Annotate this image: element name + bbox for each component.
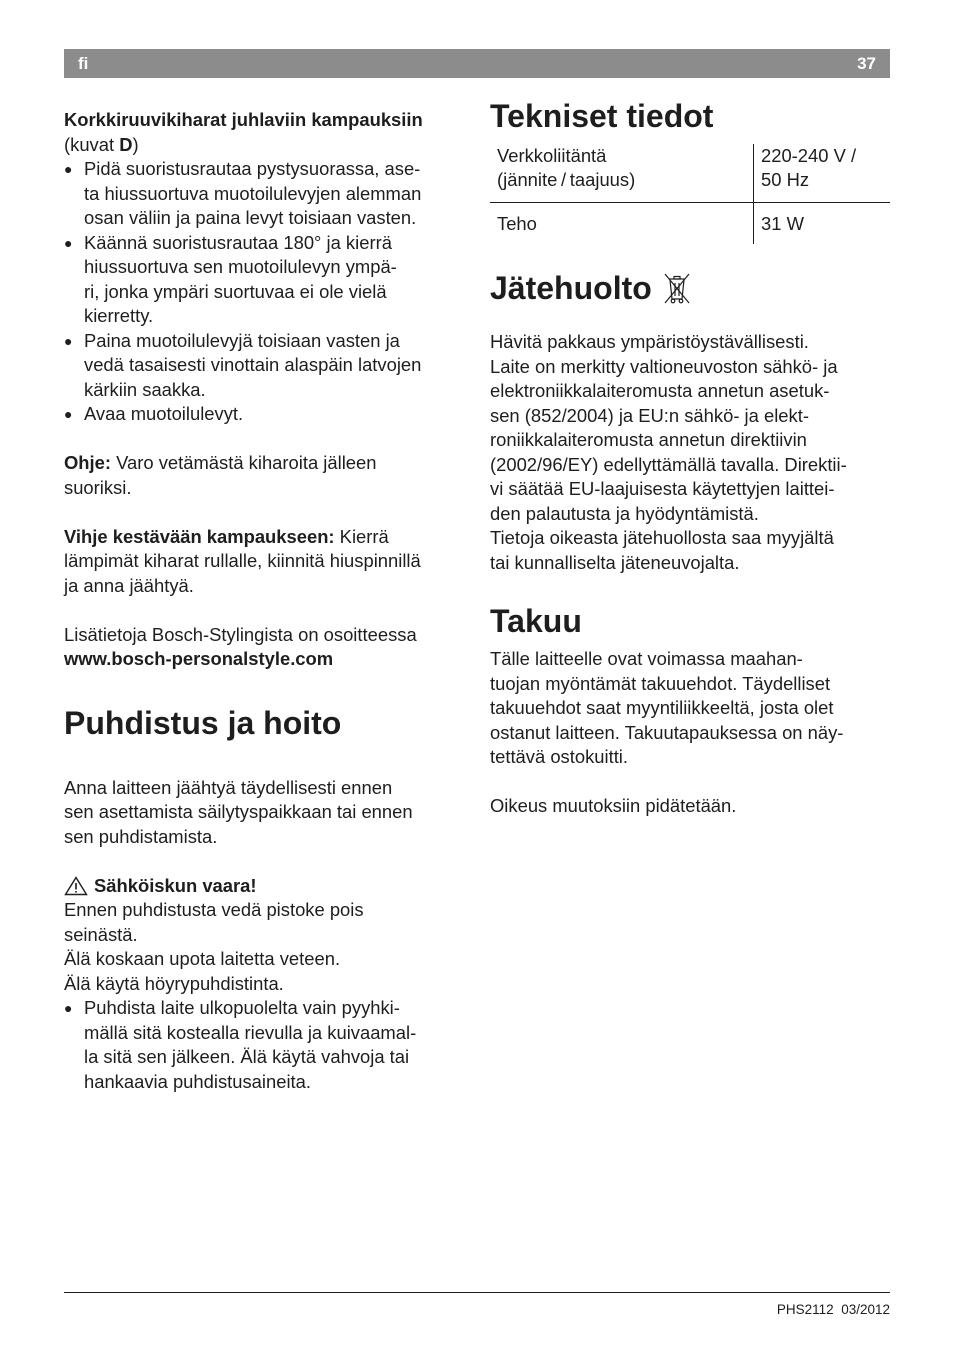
- tip-text: Kierrä lämpimät kiharat rullalle, kiinnitä hiuspinnillä ja anna jäähtyä.: [64, 525, 421, 596]
- note-label: Ohje:: [64, 452, 112, 473]
- warning-header: [64, 874, 469, 899]
- warranty-text: Tälle laitteelle ovat voimassa maahan- tuojan myöntämät takuuehdot. Täydelliset takuuehdot saat myyntiliikkeeltä, josta olet ostanut laitteen. Takuutapauksessa on näy- tettävä ostokuitti.: [490, 648, 844, 767]
- list-item: ● Pidä suoristusrautaa pystysuorassa, ase- ta hiussuortuva muotoilulevyjen alemman osan väliin ja paina levyt toisiaan vasten.: [64, 157, 469, 231]
- language-code: fi: [78, 54, 89, 73]
- curls-subtitle-figure: D: [119, 133, 133, 155]
- cleaning-steps-list: [64, 996, 469, 1094]
- page-header-bar: [64, 49, 890, 78]
- cleaning-heading: Puhdistus ja hoito: [64, 704, 342, 741]
- warning-line: Ennen puhdistusta vedä pistoke pois seinästä.: [64, 899, 364, 945]
- model-number: PHS2112: [776, 1302, 834, 1317]
- spec-value: 220-240 V / 50 Hz: [754, 144, 891, 203]
- warning-line: Älä koskaan upota laitetta veteen.: [64, 948, 341, 969]
- spec-label: Verkkoliitäntä (jännite / taajuus): [490, 144, 754, 203]
- warning-triangle-icon: [64, 876, 88, 896]
- list-item: ● Paina muotoilulevyjä toisiaan vasten ja vedä tasaisesti vinottain alaspäin latvojen kärkiin saakka.: [64, 329, 469, 403]
- curls-steps-list: [64, 157, 469, 427]
- list-item: ● Käännä suoristusrautaa 180° ja kierrä hiussuortuva sen muotoilulevyn ympä- ri, jonka ympäri suortuvaa ei ole vielä kierretty.: [64, 231, 469, 329]
- tip-label: Vihje kestävään kampaukseen:: [64, 525, 335, 547]
- disposal-heading-row: [490, 270, 890, 306]
- disposal-heading: Jätehuolto: [490, 270, 652, 306]
- footer-divider: [64, 1292, 890, 1293]
- list-item: ● Puhdista laite ulkopuolelta vain pyyhki- mällä sitä kostealla rievulla ja kuivaamal- la sitä sen jälkeen. Älä käytä vahvoja tai hankaavia puhdistusaineita.: [64, 996, 469, 1094]
- crossed-out-bin-icon: [660, 270, 694, 306]
- website-link[interactable]: www.bosch-personalstyle.com: [64, 648, 334, 669]
- spec-label: Teho: [490, 203, 754, 245]
- tip-paragraph: [64, 525, 469, 599]
- footer-info: [777, 1298, 890, 1323]
- change-note: Oikeus muutoksiin pidätetään.: [490, 795, 737, 816]
- print-date: 03/2012: [841, 1302, 890, 1317]
- left-column: [64, 108, 469, 1094]
- curls-subtitle-post: ): [132, 133, 139, 155]
- list-item: ● Avaa muotoilulevyt.: [64, 402, 469, 427]
- note-text: Varo vetämästä kiharoita jälleen suoriksi.: [64, 452, 377, 498]
- tech-heading: Tekniset tiedot: [490, 98, 714, 134]
- warning-title: Sähköiskun vaara!: [94, 874, 257, 896]
- info-text: Lisätietoja Bosch-Stylingista on osoitteessa: [64, 623, 417, 645]
- warranty-heading: Takuu: [490, 603, 582, 639]
- note-paragraph: [64, 451, 469, 500]
- curls-title: Korkkiruuvikiharat juhlaviin kampauksiin: [64, 109, 423, 130]
- tech-specs-table: [490, 144, 890, 244]
- cleaning-intro: Anna laitteen jäähtyä täydellisesti ennen sen asettamista säilytyspaikkaan tai ennen sen puhdistamista.: [64, 776, 413, 847]
- disposal-text: Hävitä pakkaus ympäristöystävällisesti. Laite on merkitty valtioneuvoston sähkö- ja elektroniikkalaiteromusta annetun asetuk- sen (852/2004) ja EU:n sähkö- ja elekt- roniikkalaiteromusta annetun direktiivin (2002/96/EY) edellyttämällä tavalla. Direktii- vi säätää EU-laajuisesta käytettyjen laittei- den palautusta ja hyödyntämistä. Tietoja oikeasta jätehuollosta saa myyjältä tai kunnalliselta jäteneuvojalta.: [490, 331, 847, 573]
- table-row: [490, 144, 890, 203]
- right-column: [490, 98, 890, 819]
- spec-value: 31 W: [761, 213, 804, 234]
- warning-line: Älä käytä höyrypuhdistinta.: [64, 972, 284, 994]
- table-row: [490, 203, 890, 245]
- page-number: 37: [857, 54, 876, 73]
- curls-subtitle-pre: (kuvat: [64, 133, 120, 155]
- curls-subtitle: [64, 133, 469, 158]
